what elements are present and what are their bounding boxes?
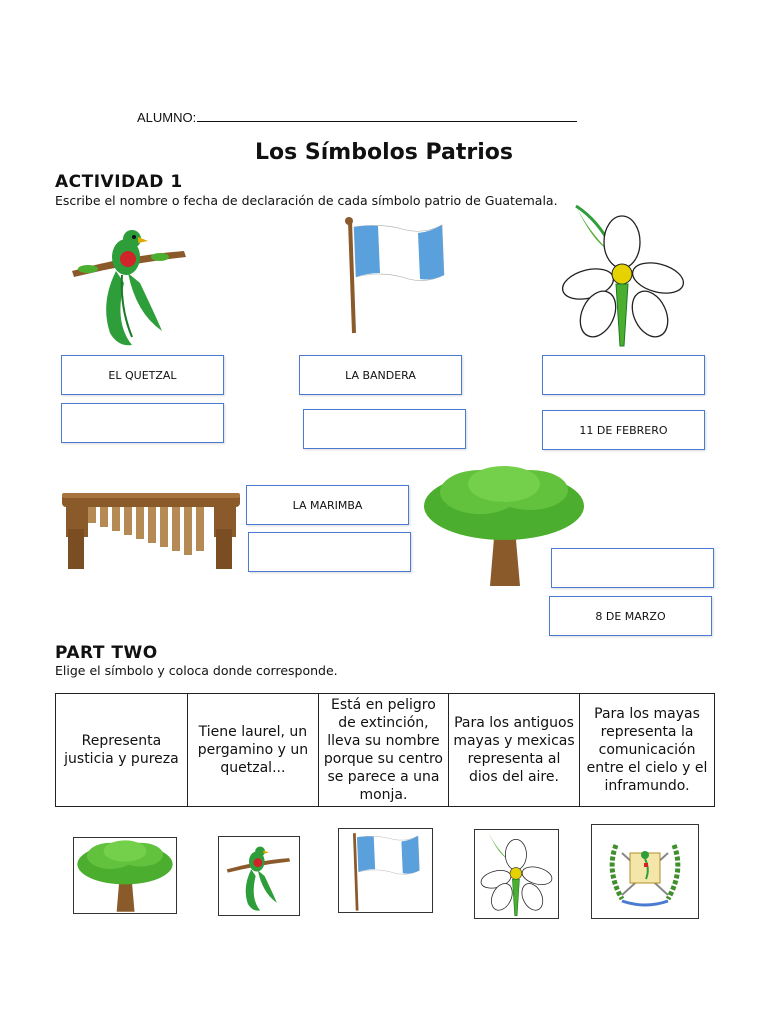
orchid-name-box[interactable] <box>542 355 705 395</box>
description-cell: Para los mayas representa la comunicación entre el cielo y el inframundo. <box>580 694 715 807</box>
orchid-icon <box>475 830 558 918</box>
student-name-field[interactable] <box>137 109 577 125</box>
description-cell: Está en peligro de extinción, lleva su nombre porque su centro se parece a una monja. <box>318 694 448 807</box>
marimba-icon <box>60 485 242 575</box>
description-cell: Representa justicia y pureza <box>56 694 188 807</box>
part2-heading: PART TWO <box>55 643 158 663</box>
ceiba-date-box[interactable]: 8 DE MARZO <box>549 596 712 636</box>
ceiba-name-box[interactable] <box>551 548 714 588</box>
ceiba-tree-icon <box>74 838 176 913</box>
student-name-line[interactable] <box>197 109 577 122</box>
description-cell: Tiene laurel, un pergamino y un quetzal... <box>187 694 318 807</box>
quetzal-date-box[interactable] <box>61 403 224 443</box>
part2-instruction: Elige el símbolo y coloca donde corresponde. <box>55 663 338 678</box>
quetzal-icon <box>70 213 190 353</box>
flag-date-box[interactable] <box>303 409 466 449</box>
orchid-date-box[interactable]: 11 DE FEBRERO <box>542 410 705 450</box>
quetzal-name-box[interactable]: EL QUETZAL <box>61 355 224 395</box>
student-label: ALUMNO: <box>137 110 197 125</box>
quetzal-icon <box>219 837 299 915</box>
flag-name-box[interactable]: LA BANDERA <box>299 355 462 395</box>
symbol-card-coat-of-arms[interactable] <box>591 824 699 919</box>
activity1-heading: ACTIVIDAD 1 <box>55 172 183 192</box>
symbol-card-quetzal[interactable] <box>218 836 300 916</box>
marimba-name-box[interactable]: LA MARIMBA <box>246 485 409 525</box>
symbol-card-flag[interactable] <box>338 828 433 913</box>
activity1-instruction: Escribe el nombre o fecha de declaración de cada símbolo patrio de Guatemala. <box>55 193 558 208</box>
coat-of-arms-icon <box>592 825 698 918</box>
symbol-description-table <box>55 693 715 807</box>
symbol-card-orchid[interactable] <box>474 829 559 919</box>
flag-icon <box>340 215 450 335</box>
orchid-icon <box>558 200 688 350</box>
symbol-card-tree[interactable] <box>73 837 177 914</box>
page-title: Los Símbolos Patrios <box>255 140 513 165</box>
marimba-date-box[interactable] <box>248 532 411 572</box>
flag-icon <box>339 829 432 912</box>
description-cell: Para los antiguos mayas y mexicas representa al dios del aire. <box>448 694 579 807</box>
